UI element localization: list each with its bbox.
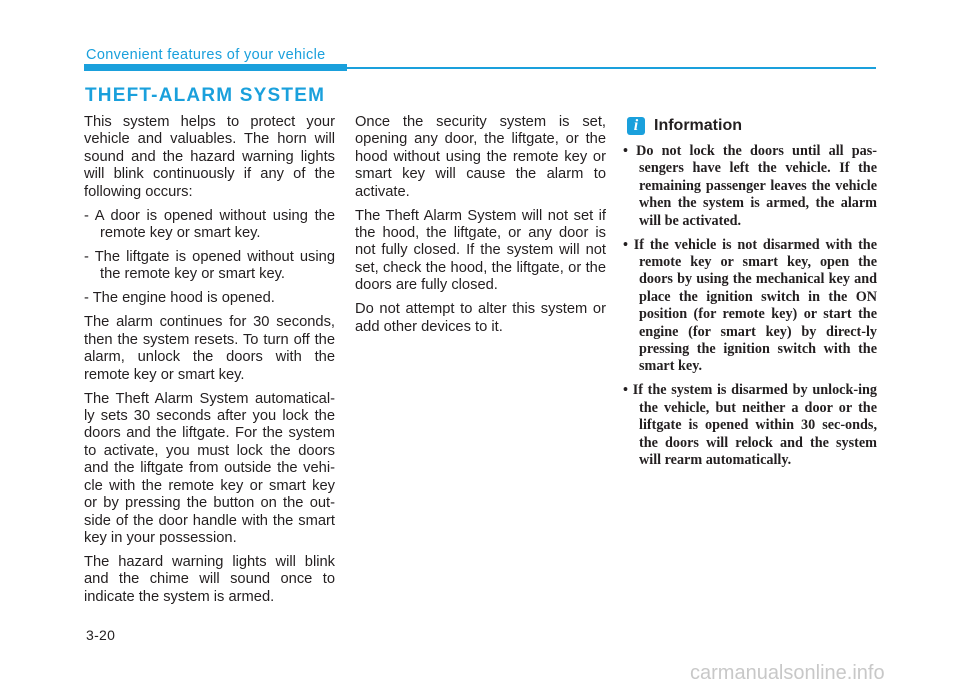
paragraph: The Theft Alarm System will not set if the hood, the liftgate, or any door is not fully closed. If the system will not set, check the hood, the liftgate, or the doors are fully closed.	[355, 207, 606, 294]
header-bar-thin	[347, 67, 876, 69]
paragraph: Do not attempt to alter this system or add other devices to it.	[355, 301, 606, 335]
column-left	[84, 114, 335, 613]
information-item: • Do not lock the doors until all pas-sengers have left the vehicle. If the remaining passenger leaves the vehicle when the system is armed, the alarm will be activated.	[623, 143, 877, 229]
information-list	[623, 143, 877, 476]
paragraph: The Theft Alarm System automatical-ly sets 30 seconds after you lock the doors and the liftgate. For the system to activate, you must lock the doors and the liftgate from outside the vehi-cle with the remote key or smart key or by pressing the button on the out-side of the door handle with the smart key in your possession.	[84, 390, 335, 546]
list-item: - The liftgate is opened without using the remote key or smart key.	[84, 249, 335, 283]
information-icon: i	[627, 117, 645, 135]
paragraph: The alarm continues for 30 seconds, then the system resets. To turn off the alarm, unlock the doors with the remote key or smart key.	[84, 314, 335, 383]
paragraph: Once the security system is set, opening any door, the liftgate, or the hood without using the remote key or smart key will cause the alarm to activate.	[355, 114, 606, 200]
list-item: - The engine hood is opened.	[84, 290, 275, 307]
paragraph: The hazard warning lights will blink and the chime will sound once to indicate the system is armed.	[84, 553, 335, 605]
intro-paragraph: This system helps to protect your vehicle and valuables. The horn will sound and the hazard warning lights will blink continuously if any of the following occurs:	[84, 114, 335, 200]
header-bar-thick	[84, 64, 347, 71]
page-number: 3-20	[86, 627, 116, 643]
information-header	[627, 116, 742, 136]
list-item: - A door is opened without using the remote key or smart key.	[84, 207, 335, 242]
information-item: • If the vehicle is not disarmed with the remote key or smart key, open the doors by using the mechanical key and place the ignition switch in the ON position (for remote key) or start the engine (for smart key) by direct-ly pressing the ignition switch with the smart key.	[623, 236, 877, 375]
information-item: • If the system is disarmed by unlock-ing the vehicle, but neither a door or the liftgate is opened within 30 sec-onds, the doors will relock and the system will rearm automatically.	[623, 382, 877, 468]
chapter-header: Convenient features of your vehicle	[86, 47, 326, 63]
section-title: THEFT-ALARM SYSTEM	[85, 85, 326, 106]
information-title: Information	[654, 117, 742, 134]
watermark: carmanualsonline.info	[690, 662, 885, 684]
column-middle	[355, 114, 606, 343]
